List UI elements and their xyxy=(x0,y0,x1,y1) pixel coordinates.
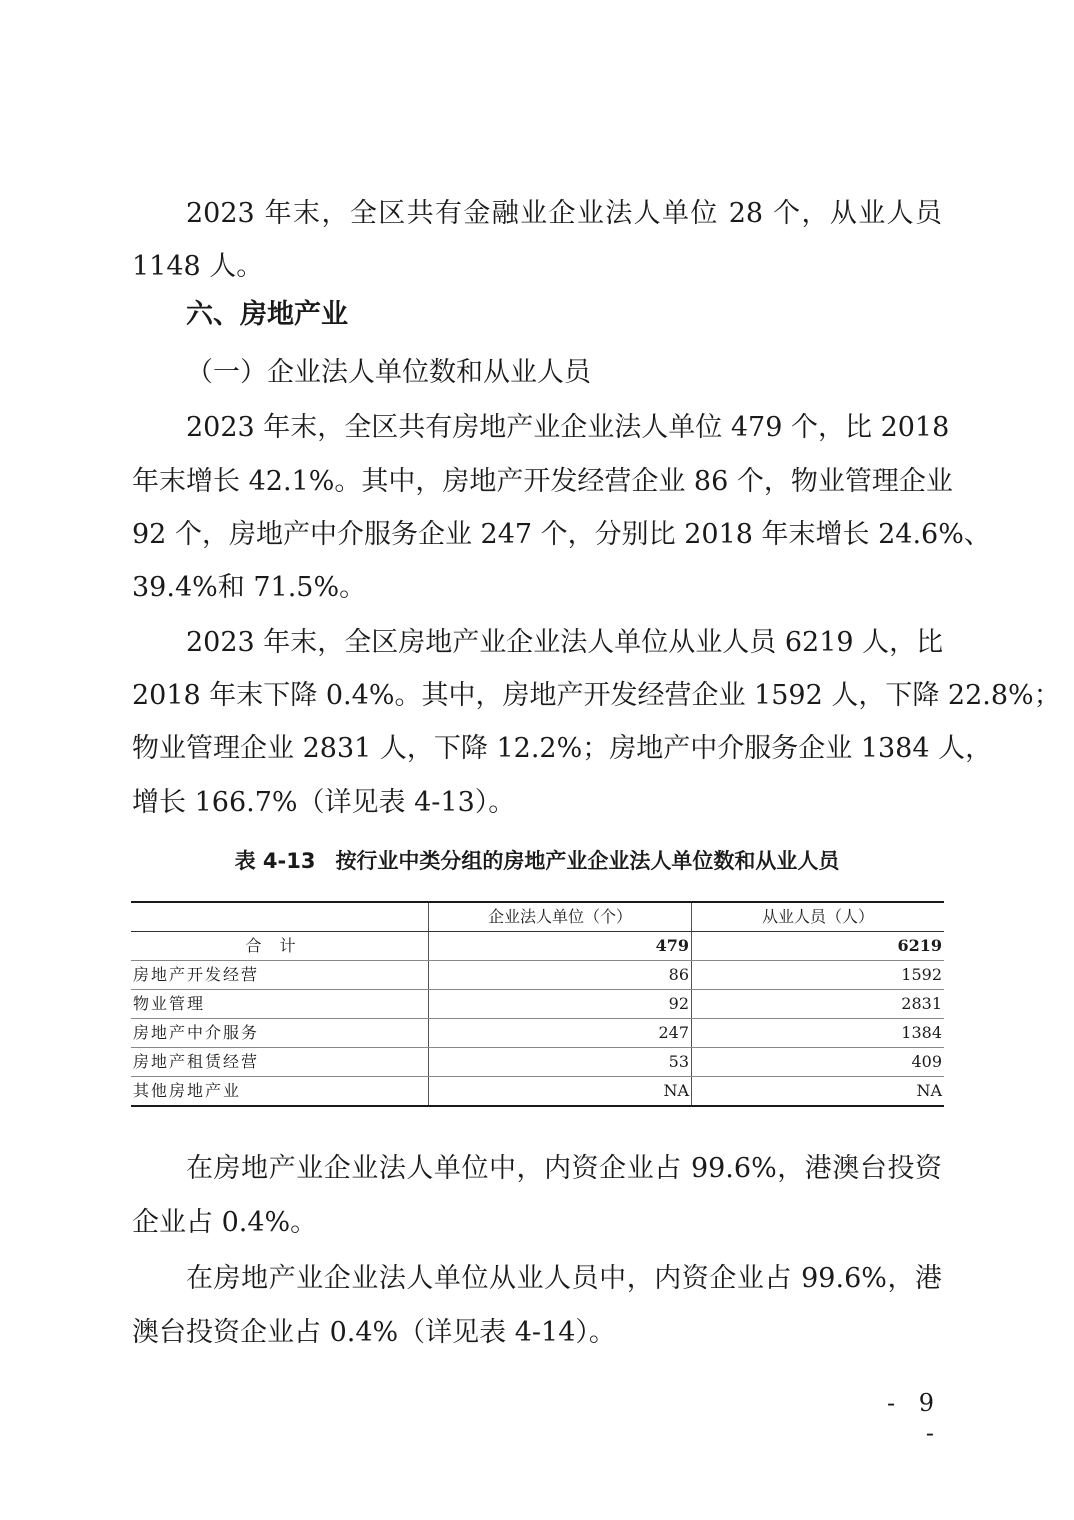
table-cell-staff: 409 xyxy=(692,1048,945,1077)
paragraph-share-units-line-2: 企业占 0.4%。 xyxy=(132,1207,318,1238)
data-table xyxy=(131,901,944,1107)
paragraph-staff-line-4: 增长 166.7%（详见表 4-13）。 xyxy=(132,787,516,818)
paragraph-finance-line-2: 1148 人。 xyxy=(132,251,264,282)
table-cell-staff: 1384 xyxy=(692,1019,945,1048)
table-row xyxy=(131,1019,944,1048)
table-row xyxy=(131,1048,944,1077)
table-row xyxy=(131,961,944,990)
table-cell-units: 92 xyxy=(429,990,692,1019)
table-cell-label: 其他房地产业 xyxy=(131,1077,429,1107)
table-cell-staff: 1592 xyxy=(692,961,945,990)
table-cell-staff: NA xyxy=(692,1077,945,1107)
paragraph-units-line-3: 92 个，房地产中介服务企业 247 个，分别比 2018 年末增长 24.6%、 xyxy=(132,519,991,550)
paragraph-staff-line-1: 2023 年末，全区房地产业企业法人单位从业人员 6219 人，比 xyxy=(186,627,944,658)
table-cell-staff: 2831 xyxy=(692,990,945,1019)
table-cell-label: 房地产中介服务 xyxy=(131,1019,429,1048)
table-caption-title: 按行业中类分组的房地产业企业法人单位数和从业人员 xyxy=(335,849,840,873)
table-cell-label: 物业管理 xyxy=(131,990,429,1019)
table-cell-label: 房地产租赁经营 xyxy=(131,1048,429,1077)
table-header-staff: 从业人员（人） xyxy=(692,902,945,932)
paragraph-staff-line-2: 2018 年末下降 0.4%。其中，房地产开发经营企业 1592 人，下降 22.8%； xyxy=(132,680,1061,711)
table-cell-units: 247 xyxy=(429,1019,692,1048)
table-header-units: 企业法人单位（个） xyxy=(429,902,692,932)
paragraph-units-line-4: 39.4%和 71.5%。 xyxy=(132,572,367,603)
table-row-total xyxy=(131,932,944,961)
table-cell-units: NA xyxy=(429,1077,692,1107)
section-heading: 六、房地产业 xyxy=(186,299,348,330)
table-cell-label: 房地产开发经营 xyxy=(131,961,429,990)
paragraph-share-units-line-1: 在房地产业企业法人单位中，内资企业占 99.6%，港澳台投资 xyxy=(186,1153,942,1184)
table-caption xyxy=(132,847,942,875)
table-header-label xyxy=(131,902,429,932)
table-cell-units: 479 xyxy=(429,932,692,961)
table-caption-number: 表 4-13 xyxy=(234,849,316,873)
table-cell-staff: 6219 xyxy=(692,932,945,961)
paragraph-staff-line-3: 物业管理企业 2831 人，下降 12.2%；房地产中介服务企业 1384 人， xyxy=(132,733,993,764)
subsection-heading: （一）企业法人单位数和从业人员 xyxy=(186,357,591,388)
paragraph-units-line-1: 2023 年末，全区共有房地产业企业法人单位 479 个，比 2018 xyxy=(186,412,950,443)
table-row xyxy=(131,990,944,1019)
paragraph-finance-line-1: 2023 年末，全区共有金融业企业法人单位 28 个，从业人员 xyxy=(186,198,942,229)
table-cell-label: 合计 xyxy=(131,932,429,961)
paragraph-share-staff-line-1: 在房地产业企业法人单位从业人员中，内资企业占 99.6%，港 xyxy=(186,1263,942,1294)
table-cell-units: 86 xyxy=(429,961,692,990)
page-number: - 9 - xyxy=(886,1389,942,1447)
paragraph-share-staff-line-2: 澳台投资企业占 0.4%（详见表 4-14）。 xyxy=(132,1317,616,1348)
table-header-row xyxy=(131,902,944,932)
table-cell-units: 53 xyxy=(429,1048,692,1077)
paragraph-units-line-2: 年末增长 42.1%。其中，房地产开发经营企业 86 个，物业管理企业 xyxy=(132,466,953,497)
table-row xyxy=(131,1077,944,1107)
